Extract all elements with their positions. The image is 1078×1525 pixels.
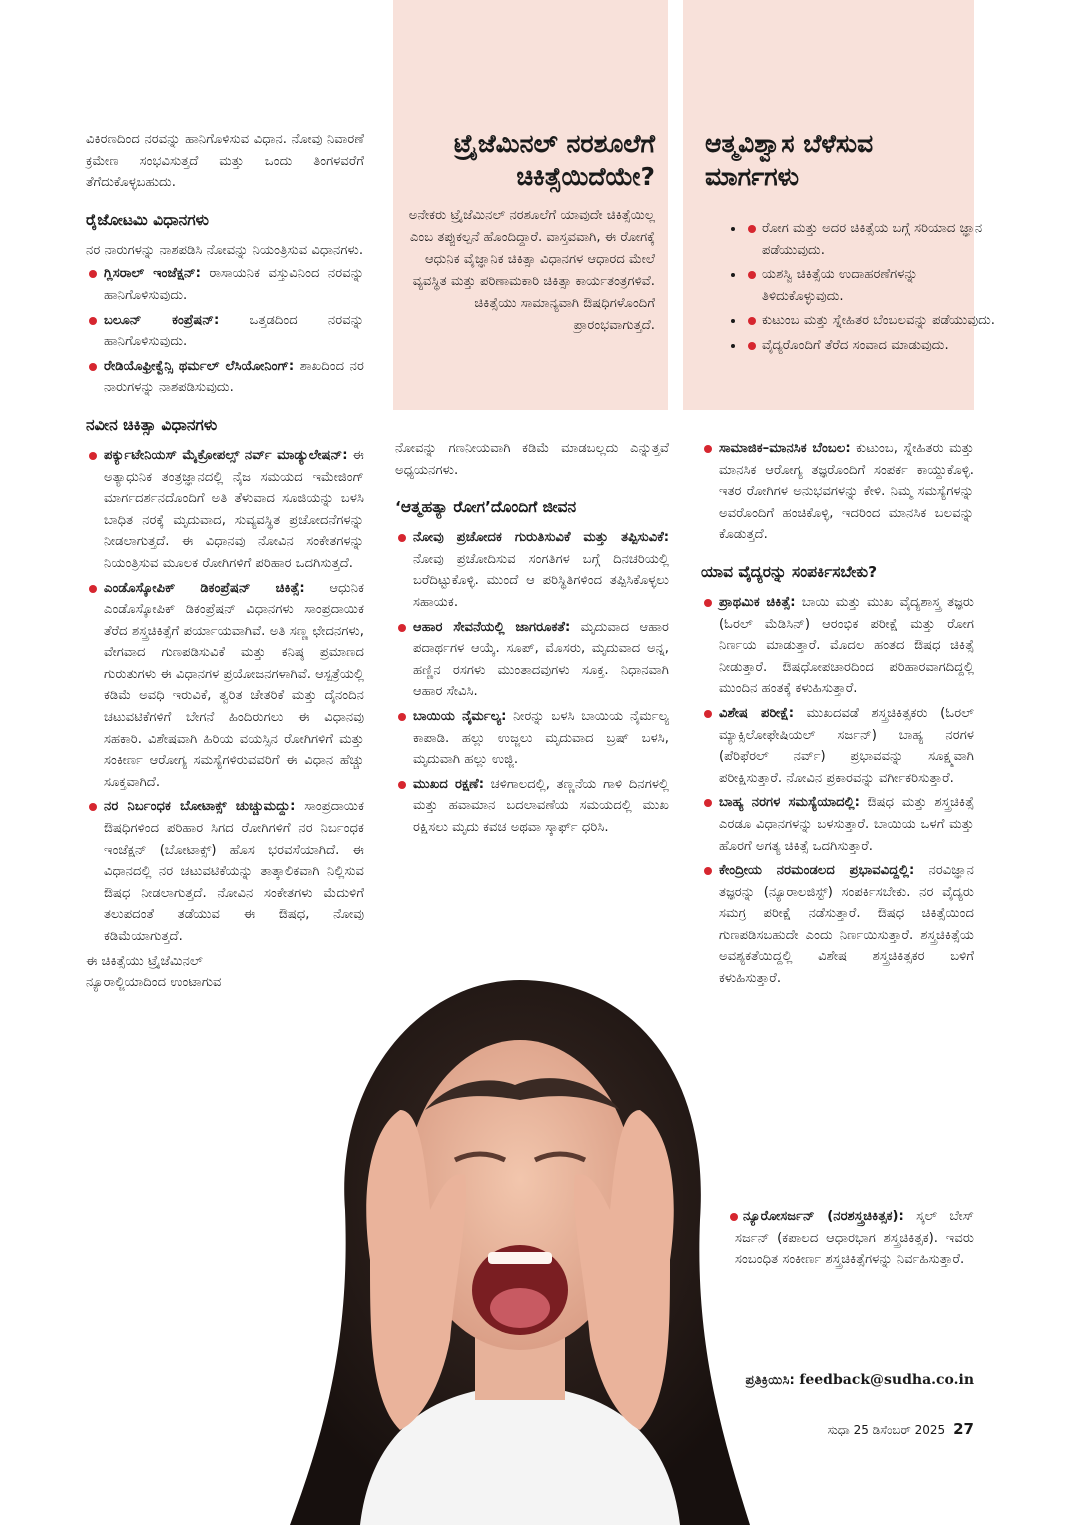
column-middle: [395, 438, 669, 842]
item-term: ನರ ನಿರ್ಬಂಧಕ ಬೋಟಾಕ್ಸ್ ಚುಚ್ಚುಮದ್ದು:: [104, 799, 296, 815]
item-term: ವಿಶೇಷ ಪರೀಕ್ಷೆ:: [719, 705, 795, 721]
list-item: [701, 792, 974, 857]
paragraph: ನರ ನಾರುಗಳನ್ನು ನಾಶಪಡಿಸಿ ನೋವನ್ನು ನಿಯಂತ್ರಿಸುವ ವಿಧಾನಗಳು.: [86, 242, 364, 258]
section-heading: ಯಾವ ವೈದ್ಯರನ್ನು ಸಂಪರ್ಕಿಸಬೇಕು?: [701, 562, 878, 581]
item-text: ನೋವು ಪ್ರಚೋದಿಸುವ ಸಂಗತಿಗಳ ಬಗ್ಗೆ ದಿನಚರಿಯಲ್ಲಿ ಬರೆದಿಟ್ಟುಕೊಳ್ಳಿ. ಮುಂದೆ ಆ ಪರಿಸ್ಥಿತಿಗಳಿಂದ ತಪ್ಪಿಸಿಕೊಳ್ಳಲು ಸಹಾಯಕ.: [413, 551, 669, 610]
item-text: ಒತ್ತಡದಿಂದ ನರವನ್ನು ಹಾನಿಗೊಳಿಸುವುದು.: [104, 312, 364, 350]
list-item: [395, 774, 669, 839]
item-text: ಶಾಖದಿಂದ ನರ ನಾರುಗಳನ್ನು ನಾಶಪಡಿಸುವುದು.: [104, 358, 364, 396]
item-term: ಎಂಡೊಸ್ಕೋಪಿಕ್ ಡಿಕಂಪ್ರೆಷನ್ ಚಿಕಿತ್ಸೆ:: [104, 580, 305, 596]
item-text: ಮುಖದವಡೆ ಶಸ್ತ್ರಚಿಕಿತ್ಸಕರು (ಓರಲ್ ಮ್ಯಾಕ್ಸಿಲೋಫೇಷಿಯಲ್ ಸರ್ಜನ್) ಬಾಹ್ಯ ನರಗಳ (ಪೆರಿಫೆರಲ್ ನರ್ವ್) ಪ್ರಭಾವವನ್ನು ಸೂಕ್ಷ್ಮವಾಗಿ ಪರೀಕ್ಷಿಸುತ್ತಾರೆ. ನೋವಿನ ಪ್ರಕಾರವನ್ನು ವರ್ಗೀಕರಿಸುತ್ತಾರೆ.: [719, 705, 974, 786]
list-item: [395, 527, 669, 613]
item-term: ಮುಖದ ರಕ್ಷಣೆ:: [413, 776, 484, 792]
item-text: ಬಾಯಿ ಮತ್ತು ಮುಖ ವೈದ್ಯಶಾಸ್ತ್ರ ತಜ್ಞರು (ಓರಲ್ ಮೆಡಿಸಿನ್) ಆರಂಭಿಕ ಪರೀಕ್ಷೆ ಮತ್ತು ರೋಗ ನಿರ್ಣಯ ಮಾಡುತ್ತಾರೆ. ಮೊದಲ ಹಂತದ ಔಷಧ ಚಿಕಿತ್ಸೆ ನೀಡುತ್ತಾರೆ. ಔಷಧೋಪಚಾರದಿಂದ ಪರಿಹಾರವಾಗದಿದ್ದಲ್ಲಿ ಮುಂದಿನ ಹಂತಕ್ಕೆ ಕಳುಹಿಸುತ್ತಾರೆ.: [719, 594, 974, 697]
bullet-list: [86, 445, 364, 948]
list-item: [86, 263, 364, 306]
item-term: ಬಾಯಿಯ ನೈರ್ಮಲ್ಯ:: [413, 708, 507, 724]
confidence-list: [705, 218, 1000, 359]
item-text: ಮೃದುವಾದ ಆಹಾರ ಪದಾರ್ಥಗಳ ಆಯ್ಕೆ. ಸೂಪ್, ಮೊಸರು, ಮೃದುವಾದ ಅನ್ನ, ಹಣ್ಣಿನ ರಸಗಳು ಮುಂತಾದವುಗಳು ಸೂಕ್ತ. ನಿಧಾನವಾಗಿ ಆಹಾರ ಸೇವಿಸಿ.: [413, 619, 670, 700]
item-term: ನೋವು ಪ್ರಚೋದಕ ಗುರುತಿಸುವಿಕೆ ಮತ್ತು ತಪ್ಪಿಸುವಿಕೆ:: [413, 530, 669, 546]
item-text: ಆಧುನಿಕ ಎಂಡೊಸ್ಕೋಪಿಕ್ ಡಿಕಂಪ್ರೆಷನ್ ವಿಧಾನಗಳು ಸಾಂಪ್ರದಾಯಿಕ ತೆರೆದ ಶಸ್ತ್ರಚಿಕಿತ್ಸೆಗೆ ಪರ್ಯಾಯವಾಗಿವೆ. ಅತಿ ಸಣ್ಣ ಛೇದನಗಳು, ವೇಗವಾದ ಗುಣಪಡಿಸುವಿಕೆ ಮತ್ತು ಕನಿಷ್ಠ ಪ್ರಮಾಣದ ಗುರುತುಗಳು ಈ ವಿಧಾನಗಳ ಪ್ರಯೋಜನಗಳಾಗಿವೆ. ಆಸ್ಪತ್ರೆಯಲ್ಲಿ ಕಡಿಮೆ ಅವಧಿ ಇರುವಿಕೆ, ತ್ವರಿತ ಚೇತರಿಕೆ ಮತ್ತು ದೈನಂದಿನ ಚಟುವಟಿಕೆಗಳಿಗೆ ಬೇಗನೆ ಹಿಂದಿರುಗಲು ಈ ವಿಧಾನವು ಸಹಕಾರಿ. ವಿಶೇಷವಾಗಿ ಹಿರಿಯ ವಯಸ್ಸಿನ ರೋಗಿಗಳಿಗೆ ಮತ್ತು ಸಂಕೀರ್ಣ ಆರೋಗ್ಯ ಸಮಸ್ಯೆಗಳಿರುವವರಿಗೆ ಈ ವಿಧಾನ ಹೆಚ್ಚು ಸೂಕ್ತವಾಗಿದೆ.: [104, 580, 365, 790]
item-text: ಚಳಿಗಾಲದಲ್ಲಿ, ತಣ್ಣನೆಯ ಗಾಳಿ ದಿನಗಳಲ್ಲಿ ಮತ್ತು ಹವಾಮಾನ ಬದಲಾವಣೆಯ ಸಮಯದಲ್ಲಿ ಮುಖ ರಕ್ಷಿಸಲು ಮೃದು ಕವಚ ಅಥವಾ ಸ್ಕಾರ್ಫ್ ಧರಿಸಿ.: [413, 776, 669, 835]
paragraph: ಈ ಚಿಕಿತ್ಸೆಯು ಟ್ರೈಜೆಮಿನಲ್ ನ್ಯೂರಾಲ್ಜಿಯಾದಿಂದ ಉಂಟಾಗುವ: [86, 953, 222, 991]
list-item: [395, 617, 669, 703]
item-term: ನ್ಯೂರೋಸರ್ಜನ್ (ನರಶಸ್ತ್ರಚಿಕಿತ್ಸಕ):: [743, 1209, 904, 1224]
section-heading: ರೈಜೋಟಮಿ ವಿಧಾನಗಳು: [86, 210, 209, 229]
item-term: ಕೇಂದ್ರೀಯ ನರಮಂಡಲದ ಪ್ರಭಾವವಿದ್ದಲ್ಲಿ:: [719, 863, 915, 879]
list-item: • ಯಶಸ್ವಿ ಚಿಕಿತ್ಸೆಯ ಉದಾಹರಣೆಗಳನ್ನು ತಿಳಿದುಕೊಳ್ಳುವುದು.: [745, 264, 1000, 307]
list-item: • ವೈದ್ಯರೊಂದಿಗೆ ತೆರೆದ ಸಂವಾದ ಮಾಡುವುದು.: [745, 335, 1000, 357]
list-item: [86, 445, 364, 575]
bullet-list: [395, 527, 669, 838]
list-item: [86, 356, 364, 399]
item-term: ರೇಡಿಯೊಫ್ರೀಕ್ವೆನ್ಸಿ ಥರ್ಮಲ್ ಲೆಸಿಯೋನಿಂಗ್:: [104, 358, 295, 374]
list-item: [86, 310, 364, 353]
feedback-label: ಪ್ರತಿಕ್ರಿಯಿಸಿ:: [745, 1373, 795, 1388]
list-item: [86, 796, 364, 947]
list-item: [701, 703, 974, 789]
item-text: ನೀರನ್ನು ಬಳಸಿ ಬಾಯಿಯ ನೈರ್ಮಲ್ಯ ಕಾಪಾಡಿ. ಹಲ್ಲು ಉಜ್ಜಲು ಮೃದುವಾದ ಬ್ರಷ್ ಬಳಸಿ, ಮೃದುವಾಗಿ ಹಲ್ಲು ಉಜ್ಜಿ.: [413, 708, 669, 768]
box-text-treatment: ಅನೇಕರು ಟ್ರೈಜೆಮಿನಲ್ ನರಶೂಲೆಗೆ ಯಾವುದೇ ಚಿಕಿತ್ಸೆಯಿಲ್ಲ ಎಂಬ ತಪ್ಪುಕಲ್ಪನೆ ಹೊಂದಿದ್ದಾರೆ. ವಾಸ್ತವವಾಗಿ, ಈ ರೋಗಕ್ಕೆ ಆಧುನಿಕ ವೈಜ್ಞಾನಿಕ ಚಿಕಿತ್ಸಾ ವಿಧಾನಗಳ ಆಧಾರದ ಮೇಲೆ ವ್ಯವಸ್ಥಿತ ಮತ್ತು ಪರಿಣಾಮಕಾರಿ ಚಿಕಿತ್ಸಾ ಕಾರ್ಯತಂತ್ರಗಳಿವೆ. ಚಿಕಿತ್ಸೆಯು ಸಾಮಾನ್ಯವಾಗಿ ಔಷಧಿಗಳೊಂದಿಗೆ ಪ್ರಾರಂಭವಾಗುತ್ತದೆ.: [408, 208, 655, 333]
item-text: ಔಷಧ ಮತ್ತು ಶಸ್ತ್ರಚಿಕಿತ್ಸೆ ಎರಡೂ ವಿಧಾನಗಳನ್ನು ಬಳಸುತ್ತಾರೆ. ಬಾಯಿಯ ಒಳಗೆ ಮತ್ತು ಹೊರಗೆ ಅಗತ್ಯ ಚಿಕಿತ್ಸೆ ಒದಗಿಸುತ್ತಾರೆ.: [719, 795, 974, 854]
item-term: ಗ್ಲಿಸರಾಲ್ ಇಂಜೆಕ್ಷನ್:: [104, 266, 201, 282]
item-term: ಪ್ರಾಥಮಿಕ ಚಿಕಿತ್ಸೆ:: [719, 594, 796, 610]
item-text: ಸಾಂಪ್ರದಾಯಿಕ ಔಷಧಿಗಳಿಂದ ಪರಿಹಾರ ಸಿಗದ ರೋಗಿಗಳಿಗೆ ನರ ನಿರ್ಬಂಧಕ ಇಂಜೆಕ್ಷನ್ (ಬೋಟಾಕ್ಸ್) ಹೊಸ ಭರವಸೆಯಾಗಿದೆ. ಈ ವಿಧಾನದಲ್ಲಿ ನರ ಚಟುವಟಿಕೆಯನ್ನು ತಾತ್ಕಾಲಿಕವಾಗಿ ನಿಲ್ಲಿಸುವ ಔಷಧ ನೀಡಲಾಗುತ್ತದೆ. ನೋವಿನ ಸಂಕೇತಗಳು ಮೆದುಳಿಗೆ ತಲುಪದಂತೆ ತಡೆಯುವ ಈ ಔಷಧ, ನೋವು ಕಡಿಮೆಯಾಗುತ್ತದೆ.: [104, 799, 365, 944]
item-term: ಆಹಾರ ಸೇವನೆಯಲ್ಲಿ ಜಾಗರೂಕತೆ:: [413, 619, 571, 635]
bullet-list: [701, 592, 974, 990]
feedback-email-link[interactable]: feedback@sudha.co.in: [799, 1372, 974, 1388]
woman-in-pain-photo: [250, 960, 790, 1525]
list-item: [86, 578, 364, 794]
list-item: • ರೋಗ ಮತ್ತು ಅದರ ಚಿಕಿತ್ಸೆಯ ಬಗ್ಗೆ ಸರಿಯಾದ ಜ್ಞಾನ ಪಡೆಯುವುದು.: [745, 218, 1000, 261]
item-term: ಸಾಮಾಜಿಕ–ಮಾನಸಿಕ ಬೆಂಬಲ:: [719, 441, 851, 456]
page-footer: [828, 1420, 974, 1438]
item-term: ಪರ್ಕ್ಯುಟೇನಿಯಸ್ ಮೈಕ್ರೋಪಲ್ಸ್ ನರ್ವ್ ಮಾಡ್ಯುಲೇಷನ್:: [104, 447, 348, 463]
item-term: ಬಲೂನ್ ಕಂಪ್ರೆಷನ್:: [104, 312, 220, 328]
list-item: [701, 438, 974, 546]
item-text: ಸ್ಕಲ್ ಬೇಸ್ ಸರ್ಜನ್ (ಕಪಾಲದ ಆಧಾರಭಾಗ ಶಸ್ತ್ರಚಿಕಿತ್ಸಕ). ಇವರು ಸಂಬಂಧಿತ ಸಂಕೀರ್ಣ ಶಸ್ತ್ರಚಿಕಿತ್ಸೆಗಳನ್ನು ನಿರ್ವಹಿಸುತ್ತಾರೆ.: [735, 1209, 974, 1268]
paragraph: ನೋವನ್ನು ಗಣನೀಯವಾಗಿ ಕಡಿಮೆ ಮಾಡಬಲ್ಲದು ಎನ್ನುತ್ತವೆ ಅಧ್ಯಯನಗಳು.: [395, 441, 669, 478]
item-text: ಈ ಅತ್ಯಾಧುನಿಕ ತಂತ್ರಜ್ಞಾನದಲ್ಲಿ ನೈಜ ಸಮಯದ ಇಮೇಜಿಂಗ್ ಮಾರ್ಗದರ್ಶನದೊಂದಿಗೆ ಅತಿ ತೆಳುವಾದ ಸೂಜಿಯನ್ನು ಬಳಸಿ ಬಾಧಿತ ನರಕ್ಕೆ ಮೃದುವಾದ, ಸುವ್ಯವಸ್ಥಿತ ಪ್ರಚೋದನೆಗಳನ್ನು ನೀಡಲಾಗುತ್ತದೆ. ಈ ವಿಧಾನವು ನೋವಿನ ಸಂಕೇತಗಳನ್ನು ನಿಯಂತ್ರಿಸುವ ಮೂಲಕ ರೋಗಿಗಳಿಗೆ ಪರಿಹಾರ ಒದಗಿಸುತ್ತದೆ.: [104, 447, 364, 571]
feedback-line: [746, 1372, 974, 1388]
item-text: ಕುಟುಂಬ, ಸ್ನೇಹಿತರು ಮತ್ತು ಮಾನಸಿಕ ಆರೋಗ್ಯ ತಜ್ಞರೊಂದಿಗೆ ಸಂಪರ್ಕ ಕಾಯ್ದುಕೊಳ್ಳಿ. ಇತರ ರೋಗಿಗಳ ಅನುಭವಗಳನ್ನು ಕೇಳಿ. ನಿಮ್ಮ ಸಮಸ್ಯೆಗಳನ್ನು ಅವರೊಂದಿಗೆ ಹಂಚಿಕೊಳ್ಳಿ, ಇದರಿಂದ ಮಾನಸಿಕ ಬಲವನ್ನು ಕೊಡುತ್ತದೆ.: [719, 441, 974, 543]
box-title-treatment: ಟ್ರೈಜೆಮಿನಲ್ ನರಶೂಲೆಗೆ ಚಿಕಿತ್ಸೆಯಿದೆಯೇ?: [453, 129, 655, 191]
box-title-confidence: ಆತ್ಮವಿಶ್ವಾಸ ಬೆಳೆಸುವ ಮಾರ್ಗಗಳು: [705, 129, 874, 191]
item-text: ರಾಸಾಯನಿಕ ವಸ್ತುವಿನಿಂದ ನರವನ್ನು ಹಾನಿಗೊಳಿಸುವುದು.: [104, 266, 365, 303]
section-heading: ‘ಆತ್ಮಹತ್ಯಾ ರೋಗ’ದೊಂದಿಗೆ ಜೀವನ: [395, 498, 577, 517]
column-right: [701, 438, 974, 993]
item-text: ನರವಿಜ್ಞಾನ ತಜ್ಞರನ್ನು (ನ್ಯೂರಾಲಜಿಸ್ಟ್) ಸಂಪರ್ಕಿಸಬೇಕು. ನರ ವೈದ್ಯರು ಸಮಗ್ರ ಪರೀಕ್ಷೆ ನಡೆಸುತ್ತಾರೆ. ಔಷಧ ಚಿಕಿತ್ಸೆಯಿಂದ ಗುಣಪಡಿಸಬಹುದೇ ಎಂದು ನಿರ್ಣಯಿಸುತ್ತಾರೆ. ಶಸ್ತ್ರಚಿಕಿತ್ಸೆಯ ಅವಶ್ಯಕತೆಯಿದ್ದಲ್ಲಿ ವಿಶೇಷ ಶಸ್ತ್ರಚಿಕಿತ್ಸಕರ ಬಳಿಗೆ ಕಳುಹಿಸುತ್ತಾರೆ.: [719, 863, 974, 987]
paragraph: ವಿಕಿರಣದಿಂದ ನರವನ್ನು ಹಾನಿಗೊಳಿಸುವ ವಿಧಾನ. ನೋವು ನಿವಾರಣೆ ಕ್ರಮೇಣ ಸಂಭವಿಸುತ್ತದೆ ಮತ್ತು ಒಂದು ತಿಂಗಳವರೆಗೆ ತೆಗೆದುಕೊಳ್ಳಬಹುದು.: [86, 132, 364, 191]
item-term: ಬಾಹ್ಯ ನರಗಳ ಸಮಸ್ಯೆಯಾದಲ್ಲಿ:: [719, 795, 860, 811]
list-item: [701, 592, 974, 700]
bullet-list: [86, 263, 364, 399]
page-number: 27: [953, 1420, 974, 1438]
column-left: [86, 129, 364, 996]
list-item: • ಕುಟುಂಬ ಮತ್ತು ಸ್ನೇಹಿತರ ಬೆಂಬಲವನ್ನು ಪಡೆಯುವುದು.: [745, 310, 1000, 332]
section-heading: ನವೀನ ಚಿಕಿತ್ಸಾ ವಿಧಾನಗಳು: [86, 415, 218, 434]
list-item: [395, 706, 669, 771]
footer-issue: ಸುಧಾ 25 ಡಿಸೆಂಬರ್ 2025: [827, 1423, 946, 1437]
bullet-list: [701, 438, 974, 546]
